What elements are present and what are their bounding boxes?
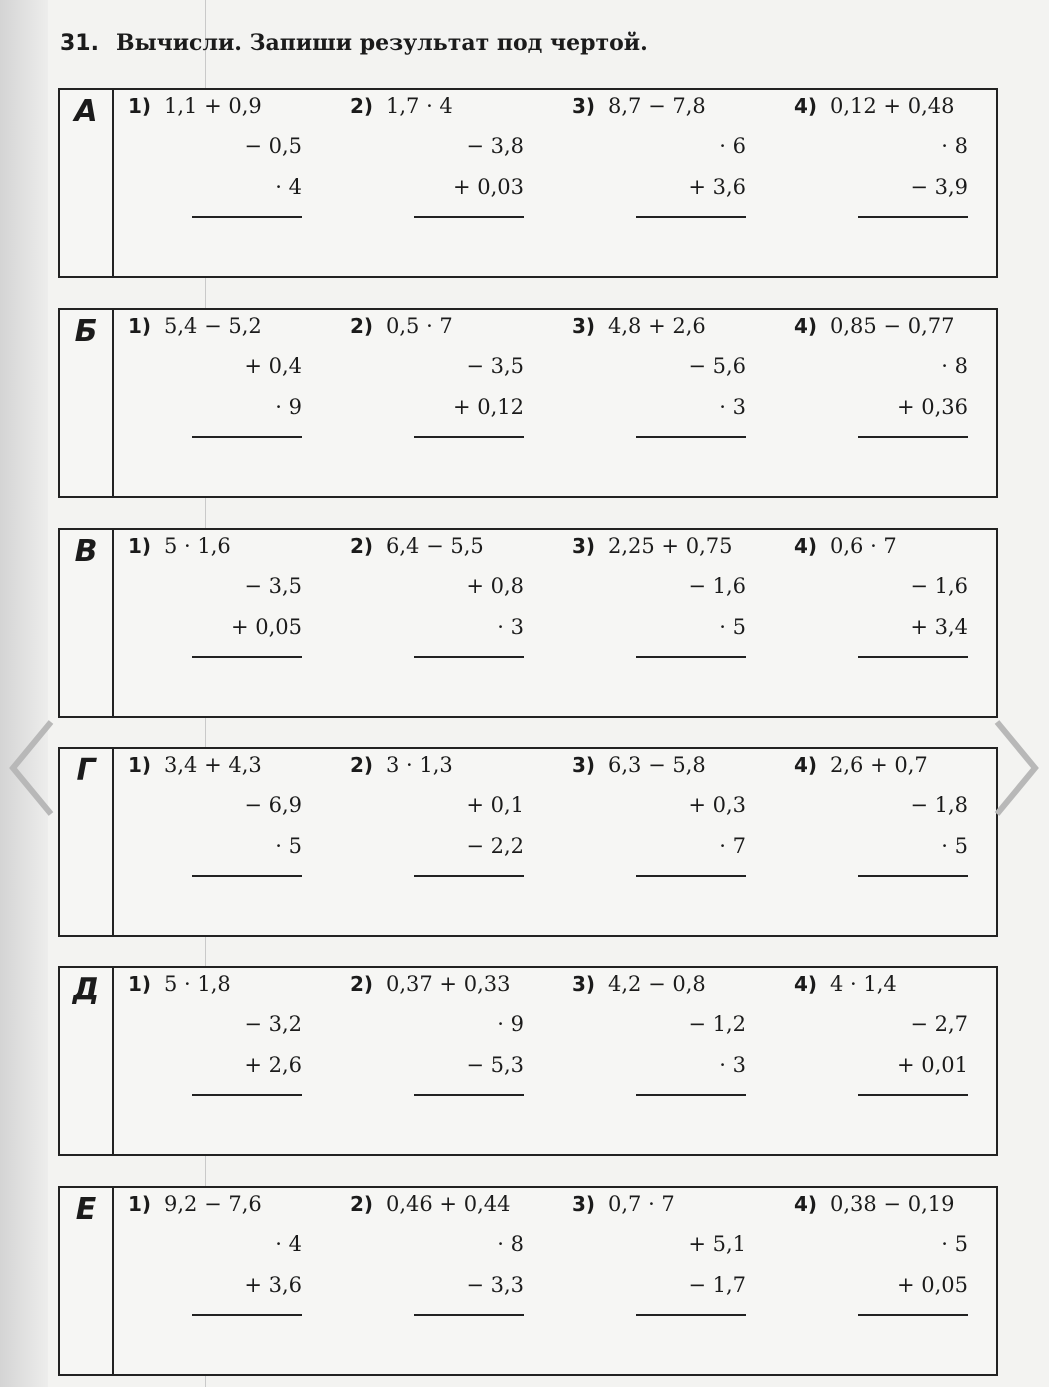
chevron-right-icon xyxy=(991,718,1041,818)
problem-step-1: − 6,9 xyxy=(244,793,302,817)
answer-line[interactable] xyxy=(192,875,302,877)
problem-expression: 4,2 − 0,8 xyxy=(608,972,706,996)
problem-number: 4) xyxy=(794,972,818,996)
problem-number: 2) xyxy=(350,314,374,338)
answer-line[interactable] xyxy=(636,875,746,877)
answer-line[interactable] xyxy=(414,216,524,218)
answer-line[interactable] xyxy=(636,1314,746,1316)
problem-step-2: · 5 xyxy=(941,834,968,858)
problem-number: 4) xyxy=(794,94,818,118)
problem-step-1: · 4 xyxy=(275,1232,302,1256)
problem-step-1: − 1,6 xyxy=(688,574,746,598)
problem-number: 3) xyxy=(572,972,596,996)
problem-expression: 0,46 + 0,44 xyxy=(386,1192,511,1216)
exercise-number: 31. xyxy=(60,31,99,56)
problem-expression: 0,7 · 7 xyxy=(608,1192,675,1216)
problem-number: 3) xyxy=(572,753,596,777)
problem-step-1: + 0,3 xyxy=(688,793,746,817)
problem-step-2: · 3 xyxy=(497,615,524,639)
exercise-block xyxy=(58,88,998,278)
problem-expression: 5 · 1,6 xyxy=(164,534,231,558)
problem-expression: 1,1 + 0,9 xyxy=(164,94,262,118)
problem xyxy=(340,749,560,935)
problem xyxy=(118,749,338,935)
problem-expression: 0,37 + 0,33 xyxy=(386,972,511,996)
problem-number: 1) xyxy=(128,753,152,777)
problem-number: 1) xyxy=(128,534,152,558)
problem-number: 2) xyxy=(350,94,374,118)
answer-line[interactable] xyxy=(414,436,524,438)
prev-page-button[interactable] xyxy=(2,718,62,818)
answer-line[interactable] xyxy=(192,1314,302,1316)
problem-step-2: · 5 xyxy=(719,615,746,639)
answer-line[interactable] xyxy=(858,216,968,218)
problem xyxy=(562,749,782,935)
problem-step-1: − 3,5 xyxy=(466,354,524,378)
problem-step-1: − 2,7 xyxy=(910,1012,968,1036)
problem-expression: 2,25 + 0,75 xyxy=(608,534,733,558)
problem-step-2: + 3,6 xyxy=(688,175,746,199)
problem-step-2: · 3 xyxy=(719,1053,746,1077)
problem-step-2: + 2,6 xyxy=(244,1053,302,1077)
answer-line[interactable] xyxy=(192,656,302,658)
exercise-header xyxy=(60,30,648,56)
problem-number: 2) xyxy=(350,972,374,996)
problem xyxy=(784,310,1004,496)
problem-step-1: · 9 xyxy=(497,1012,524,1036)
block-letter: А xyxy=(60,90,114,276)
answer-line[interactable] xyxy=(192,1094,302,1096)
problem-step-2: − 3,3 xyxy=(466,1273,524,1297)
answer-line[interactable] xyxy=(414,656,524,658)
block-letter: Е xyxy=(60,1188,114,1374)
problem-step-2: · 9 xyxy=(275,395,302,419)
problem-step-2: · 7 xyxy=(719,834,746,858)
problem-step-1: − 3,5 xyxy=(244,574,302,598)
problem-expression: 2,6 + 0,7 xyxy=(830,753,928,777)
answer-line[interactable] xyxy=(414,875,524,877)
problem-number: 4) xyxy=(794,534,818,558)
answer-line[interactable] xyxy=(858,1094,968,1096)
exercise-block xyxy=(58,747,998,937)
answer-line[interactable] xyxy=(636,436,746,438)
answer-line[interactable] xyxy=(858,656,968,658)
problem-step-2: · 3 xyxy=(719,395,746,419)
answer-line[interactable] xyxy=(858,875,968,877)
problem-step-2: + 3,4 xyxy=(910,615,968,639)
problem-expression: 6,4 − 5,5 xyxy=(386,534,484,558)
problem-step-2: − 1,7 xyxy=(688,1273,746,1297)
problem-expression: 0,12 + 0,48 xyxy=(830,94,955,118)
problem xyxy=(784,530,1004,716)
problem xyxy=(340,968,560,1154)
problem-step-2: + 0,03 xyxy=(452,175,524,199)
problem-step-1: − 0,5 xyxy=(244,134,302,158)
problem-step-2: · 4 xyxy=(275,175,302,199)
problem-number: 1) xyxy=(128,94,152,118)
problem xyxy=(118,310,338,496)
answer-line[interactable] xyxy=(414,1314,524,1316)
problem xyxy=(340,90,560,276)
exercise-block xyxy=(58,528,998,718)
problem-step-2: − 3,9 xyxy=(910,175,968,199)
problem xyxy=(784,749,1004,935)
block-letter: В xyxy=(60,530,114,716)
answer-line[interactable] xyxy=(192,436,302,438)
problem-expression: 5,4 − 5,2 xyxy=(164,314,262,338)
problem-step-2: + 0,12 xyxy=(452,395,524,419)
problem-expression: 0,85 − 0,77 xyxy=(830,314,955,338)
answer-line[interactable] xyxy=(414,1094,524,1096)
problem-expression: 8,7 − 7,8 xyxy=(608,94,706,118)
problem-step-1: − 5,6 xyxy=(688,354,746,378)
problem-expression: 6,3 − 5,8 xyxy=(608,753,706,777)
problem xyxy=(118,90,338,276)
exercise-block xyxy=(58,308,998,498)
problem-expression: 3,4 + 4,3 xyxy=(164,753,262,777)
problem-number: 2) xyxy=(350,753,374,777)
problem xyxy=(340,310,560,496)
exercise-block xyxy=(58,1186,998,1376)
problem-expression: 3 · 1,3 xyxy=(386,753,453,777)
exercise-block xyxy=(58,966,998,1156)
problem-step-1: · 8 xyxy=(941,354,968,378)
problem xyxy=(784,1188,1004,1374)
problem-step-1: − 3,8 xyxy=(466,134,524,158)
problem-expression: 0,5 · 7 xyxy=(386,314,453,338)
answer-line[interactable] xyxy=(636,656,746,658)
problem-number: 1) xyxy=(128,1192,152,1216)
problem-step-1: · 6 xyxy=(719,134,746,158)
problem xyxy=(118,530,338,716)
problem xyxy=(562,1188,782,1374)
problem-step-1: − 3,2 xyxy=(244,1012,302,1036)
next-page-button[interactable] xyxy=(986,718,1046,818)
problem-number: 3) xyxy=(572,94,596,118)
problem-step-2: + 0,36 xyxy=(896,395,968,419)
answer-line[interactable] xyxy=(858,436,968,438)
block-letter: Г xyxy=(60,749,114,935)
answer-line[interactable] xyxy=(636,216,746,218)
problem-number: 3) xyxy=(572,534,596,558)
problem-step-1: + 0,8 xyxy=(466,574,524,598)
problem-number: 3) xyxy=(572,314,596,338)
problem xyxy=(340,530,560,716)
problem-step-1: − 1,2 xyxy=(688,1012,746,1036)
answer-line[interactable] xyxy=(192,216,302,218)
problem xyxy=(562,968,782,1154)
problem-number: 4) xyxy=(794,314,818,338)
problem-expression: 4 · 1,4 xyxy=(830,972,897,996)
problem-expression: 5 · 1,8 xyxy=(164,972,231,996)
problem xyxy=(118,1188,338,1374)
problem-step-1: − 1,6 xyxy=(910,574,968,598)
problem-number: 1) xyxy=(128,972,152,996)
problem-expression: 9,2 − 7,6 xyxy=(164,1192,262,1216)
problem xyxy=(784,90,1004,276)
problem-step-1: − 1,8 xyxy=(910,793,968,817)
page-edge-shadow xyxy=(0,0,48,1387)
exercise-instruction: Вычисли. Запиши результат под чертой. xyxy=(115,30,648,56)
problem xyxy=(784,968,1004,1154)
problem-number: 3) xyxy=(572,1192,596,1216)
answer-line[interactable] xyxy=(858,1314,968,1316)
problem-step-1: + 0,4 xyxy=(244,354,302,378)
problem-step-2: + 0,05 xyxy=(896,1273,968,1297)
problem-step-2: + 0,05 xyxy=(230,615,302,639)
problem-number: 2) xyxy=(350,1192,374,1216)
problem-step-2: · 5 xyxy=(275,834,302,858)
problem xyxy=(562,90,782,276)
problem-number: 1) xyxy=(128,314,152,338)
problem-step-1: + 5,1 xyxy=(688,1232,746,1256)
block-letter: Д xyxy=(60,968,114,1154)
problem-step-1: + 0,1 xyxy=(466,793,524,817)
problem-step-2: − 2,2 xyxy=(466,834,524,858)
problem-step-1: · 8 xyxy=(497,1232,524,1256)
problem-expression: 0,6 · 7 xyxy=(830,534,897,558)
problem-number: 4) xyxy=(794,753,818,777)
block-letter: Б xyxy=(60,310,114,496)
problem xyxy=(562,530,782,716)
problem-step-2: + 3,6 xyxy=(244,1273,302,1297)
problem xyxy=(118,968,338,1154)
problem xyxy=(562,310,782,496)
problem-expression: 4,8 + 2,6 xyxy=(608,314,706,338)
problem-step-1: · 5 xyxy=(941,1232,968,1256)
answer-line[interactable] xyxy=(636,1094,746,1096)
problem-step-2: + 0,01 xyxy=(896,1053,968,1077)
problem-step-2: − 5,3 xyxy=(466,1053,524,1077)
problem-expression: 1,7 · 4 xyxy=(386,94,453,118)
problem-number: 4) xyxy=(794,1192,818,1216)
problem-expression: 0,38 − 0,19 xyxy=(830,1192,955,1216)
chevron-left-icon xyxy=(7,718,57,818)
problem-number: 2) xyxy=(350,534,374,558)
problem xyxy=(340,1188,560,1374)
problem-step-1: · 8 xyxy=(941,134,968,158)
